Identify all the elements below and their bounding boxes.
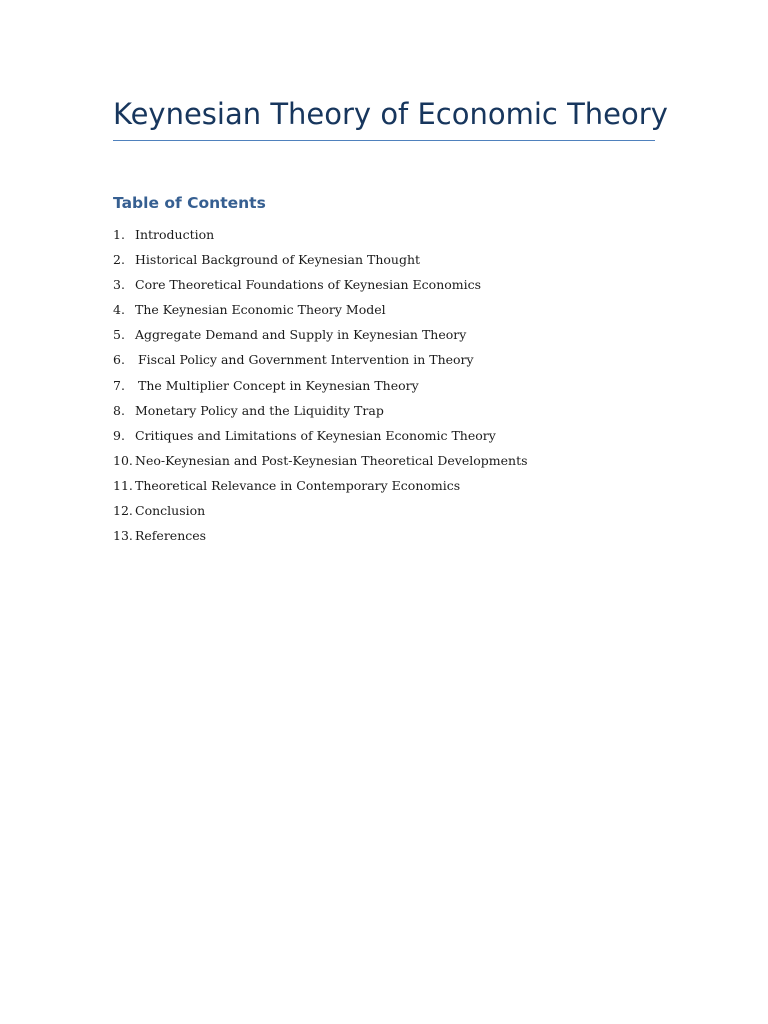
toc-item-number: 2. <box>113 252 125 268</box>
toc-item <box>113 247 528 272</box>
toc-item-text: The Keynesian Economic Theory Model <box>135 302 386 318</box>
toc-item <box>113 297 528 322</box>
toc-item-text: Introduction <box>135 227 215 242</box>
toc-item-number: 9. <box>113 427 125 443</box>
toc-item <box>113 498 528 523</box>
toc-item <box>113 398 528 423</box>
toc-heading: Table of Contents <box>113 194 266 212</box>
toc-item-text: Historical Background of Keynesian Thought <box>135 252 421 268</box>
toc-item-text: Core Theoretical Foundations of Keynesian Economics <box>135 277 482 293</box>
table-of-contents <box>113 222 528 548</box>
toc-item-number: 6. <box>113 352 125 368</box>
toc-item-number: 11. <box>113 477 133 493</box>
toc-item <box>113 523 528 548</box>
toc-item-text: References <box>135 528 207 544</box>
toc-item-number: 7. <box>113 377 125 393</box>
toc-item <box>113 423 528 448</box>
toc-item-text: Theoretical Relevance in Contemporary Economics <box>135 477 461 493</box>
toc-item-text: Neo-Keynesian and Post-Keynesian Theoretical Developments <box>135 452 528 468</box>
toc-item-text: Fiscal Policy and Government Intervention in Theory <box>138 352 474 368</box>
toc-item <box>113 322 528 347</box>
toc-item <box>113 473 528 498</box>
toc-item-number: 1. <box>113 227 125 242</box>
toc-item <box>113 222 528 247</box>
toc-item-number: 4. <box>113 302 125 318</box>
toc-item-number: 5. <box>113 327 125 343</box>
toc-item-number: 3. <box>113 277 125 293</box>
toc-item-number: 10. <box>113 452 133 468</box>
toc-item-text: Critiques and Limitations of Keynesian Economic Theory <box>135 427 496 443</box>
toc-item-number: 13. <box>113 528 133 544</box>
toc-item-text: Aggregate Demand and Supply in Keynesian Theory <box>135 327 467 343</box>
toc-item-text: Monetary Policy and the Liquidity Trap <box>135 402 384 418</box>
toc-item <box>113 347 528 372</box>
toc-item <box>113 448 528 473</box>
toc-item-number: 12. <box>113 503 133 519</box>
toc-item-number: 8. <box>113 402 125 418</box>
toc-item <box>113 373 528 398</box>
title-underline-divider <box>113 140 655 141</box>
toc-item-text: The Multiplier Concept in Keynesian Theory <box>138 377 419 393</box>
document-title: Keynesian Theory of Economic Theory <box>113 97 668 131</box>
toc-item <box>113 272 528 297</box>
toc-item-text: Conclusion <box>135 503 206 519</box>
